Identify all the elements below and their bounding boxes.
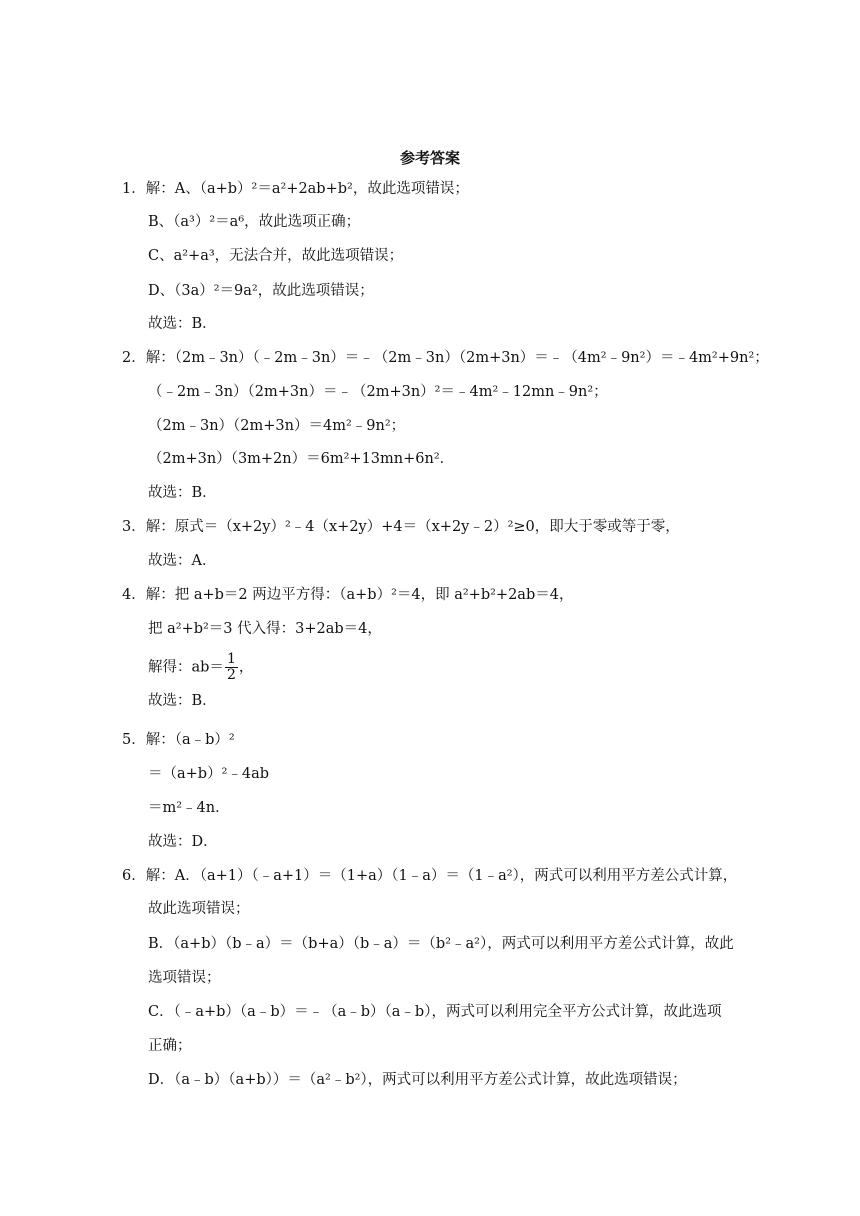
answer-line: 6．解：A．（a+1）（﹣a+1）＝（1+a）（1﹣a）＝（1﹣a²），两式可以利用平方差公式计算， [122, 868, 738, 884]
answer-line: C、a²+a³，无法合并，故此选项错误； [148, 248, 404, 264]
answer-line: 故选：B． [148, 485, 217, 501]
answer-line: 故选：B． [148, 316, 217, 332]
page-title: 参考答案 [399, 149, 460, 167]
answer-line: D．（a﹣b）（a+b））＝（a²﹣b²），两式可以利用平方差公式计算，故此选项错误； [148, 1072, 687, 1088]
fraction-line [148, 652, 253, 683]
answer-line: 选项错误； [148, 970, 221, 986]
answer-line: 1．解：A、（a+b）²＝a²+2ab+b²，故此选项错误； [122, 181, 469, 197]
fraction-half [225, 652, 238, 683]
answer-line: 5．解：（a﹣b）² [122, 732, 235, 748]
answer-line: （2m+3n）（3m+2n）＝6m²+13mn+6n²． [148, 451, 455, 467]
answer-line: 把 a²+b²＝3 代入得：3+2ab＝4， [148, 621, 382, 637]
answer-line: （﹣2m﹣3n）（2m+3n）＝﹣（2m+3n）²＝﹣4m²﹣12mn﹣9n²； [148, 384, 608, 400]
answer-line: D、（3a）²＝9a²，故此选项错误； [148, 283, 374, 299]
fraction-prefix: 解得：ab＝ [148, 659, 224, 676]
fraction-suffix: ， [238, 659, 254, 676]
answer-line: 故选：D． [148, 834, 218, 850]
answer-line: 2．解：（2m﹣3n）（﹣2m﹣3n）＝﹣（2m﹣3n）（2m+3n）＝﹣（4m²﹣9n²）＝﹣4m²+9n²； [122, 350, 769, 366]
answer-line: ＝（a+b）²﹣4ab [148, 766, 270, 782]
answer-line: B、（a³）²＝a⁶，故此选项正确； [148, 214, 361, 230]
answer-line: ＝m²﹣4n． [148, 800, 230, 816]
fraction-numerator: 1 [226, 651, 236, 667]
answer-line: B．（a+b）（b﹣a）＝（b+a）（b﹣a）＝（b²﹣a²），两式可以利用平方差公式计算，故此 [148, 936, 734, 952]
answer-line: 4．解：把 a+b＝2 两边平方得：（a+b）²＝4，即 a²+b²+2ab＝4， [122, 587, 574, 603]
answer-line: 故此选项错误； [148, 901, 250, 917]
answer-line: （2m﹣3n）（2m+3n）＝4m²﹣9n²； [148, 418, 406, 434]
answer-line: 故选：B． [148, 693, 217, 709]
answer-line: 3．解：原式＝（x+2y）²﹣4（x+2y）+4＝（x+2y﹣2）²≥0，即大于零或等于零， [122, 519, 680, 535]
answer-line: 故选：A． [148, 553, 217, 569]
fraction-denominator: 2 [226, 667, 236, 683]
answer-line: 正确； [148, 1038, 192, 1054]
answer-line: C．（﹣a+b）（a﹣b）＝﹣（a﹣b）（a﹣b），两式可以利用完全平方公式计算，故此选项 [148, 1004, 722, 1020]
